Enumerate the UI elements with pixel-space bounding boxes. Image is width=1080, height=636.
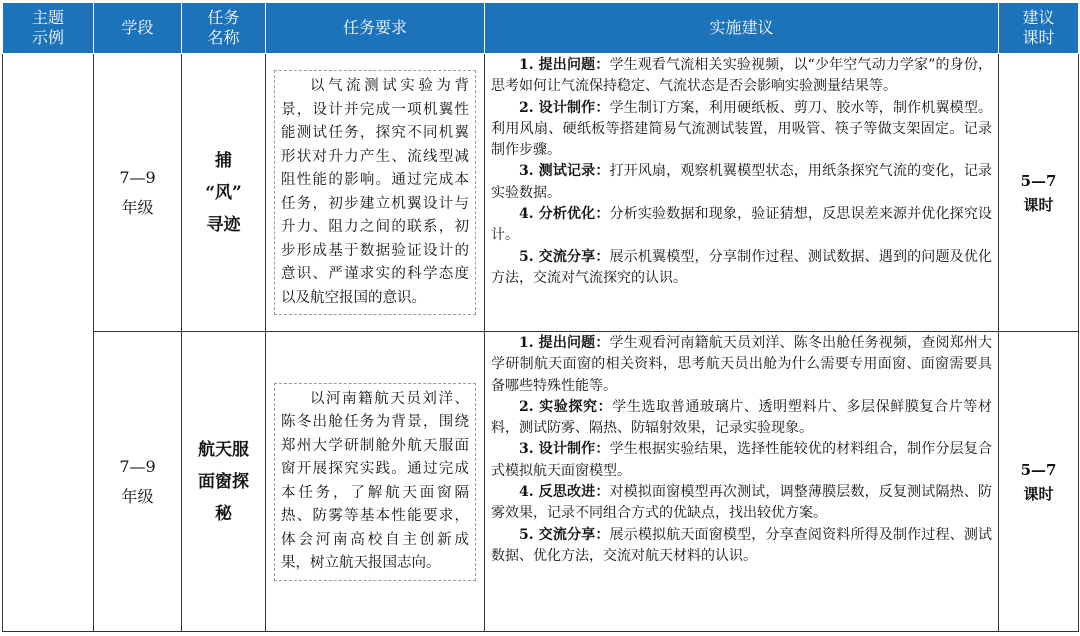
stage-cell: 7—9 年级 <box>94 332 182 632</box>
header-hours: 建议 课时 <box>999 3 1079 54</box>
task-name-cell: 捕 “风” 寻迹 <box>182 54 266 332</box>
suggestion-cell <box>485 54 999 332</box>
step-item: 3. 测试记录：打开风扇，观察机翼模型状态，用纸条探究气流的变化，记录实验数据。 <box>491 163 992 201</box>
header-suggestion: 实施建议 <box>485 3 999 54</box>
task-name-cell: 航天服 面窗探 秘 <box>182 332 266 632</box>
header-task-name: 任务 名称 <box>182 3 266 54</box>
header-theme: 主题 示例 <box>3 3 94 54</box>
hours-cell: 5—7 课时 <box>999 54 1079 332</box>
header-stage: 学段 <box>94 3 182 54</box>
step-item: 5. 交流分享：展示模拟航天面窗模型，分享查阅资料所得及制作过程、测试数据、优化方法，交流对航天材料的认识。 <box>491 526 992 564</box>
task-table <box>2 2 1079 632</box>
stage-cell: 7—9 年级 <box>94 54 182 332</box>
step-item: 4. 分析优化：分析实验数据和现象，验证猜想，反思误差来源并优化探究设计。 <box>491 206 992 244</box>
header-row <box>3 3 1079 54</box>
suggestion-cell <box>485 332 999 632</box>
requirement-cell: 以气流测试实验为背景，设计并完成一项机翼性能测试任务，探究不同机翼形状对升力产生、流线型减阻性能的影响。通过完成本任务，初步建立机翼设计与升力、阻力之间的联系，初步形成基于数据验证设计的意识、严谨求实的科学态度以及航空报国的意识。 <box>266 54 485 332</box>
theme-cell <box>3 54 94 632</box>
table-row <box>3 332 1079 632</box>
table-row <box>3 54 1079 332</box>
step-item: 1. 提出问题：学生观看气流相关实验视频，以“少年空气动力学家”的身份，思考如何让气流保持稳定、气流状态是否会影响实验测量结果等。 <box>491 57 992 95</box>
header-requirement: 任务要求 <box>266 3 485 54</box>
step-item: 2. 实验探究：学生选取普通玻璃片、透明塑料片、多层保鲜膜复合片等材料，测试防雾、隔热、防辐射效果，记录实验现象。 <box>491 398 992 437</box>
hours-cell: 5—7 课时 <box>999 332 1079 632</box>
step-item: 4. 反思改进：对模拟面窗模型再次测试，调整薄膜层数，反复测试隔热、防雾效果，记录不同组合方式的优缺点，找出较优方案。 <box>491 484 992 522</box>
step-item: 5. 交流分享：展示机翼模型，分享制作过程、测试数据、遇到的问题及优化方法，交流对气流探究的认识。 <box>491 248 992 286</box>
step-item: 1. 提出问题：学生观看河南籍航天员刘洋、陈冬出舱任务视频，查阅郑州大学研制航天面窗的相关资料，思考航天员出舱为什么需要专用面窗、面窗需要具备哪些特殊性能等。 <box>491 335 992 394</box>
step-item: 2. 设计制作：学生制订方案，利用硬纸板、剪刀、胶水等，制作机翼模型。利用风扇、硬纸板等搭建简易气流测试装置，用吸管、筷子等做支架固定。记录制作步骤。 <box>491 99 992 159</box>
requirement-cell: 以河南籍航天员刘洋、陈冬出舱任务为背景，围绕郑州大学研制舱外航天服面窗开展探究实践。通过完成本任务，了解航天面窗隔热、防雾等基本性能要求，体会河南高校自主创新成果，树立航天报国志向。 <box>266 332 485 632</box>
step-item: 3. 设计制作：学生根据实验结果，选择性能较优的材料组合，制作分层复合式模拟航天面窗模型。 <box>491 441 992 479</box>
